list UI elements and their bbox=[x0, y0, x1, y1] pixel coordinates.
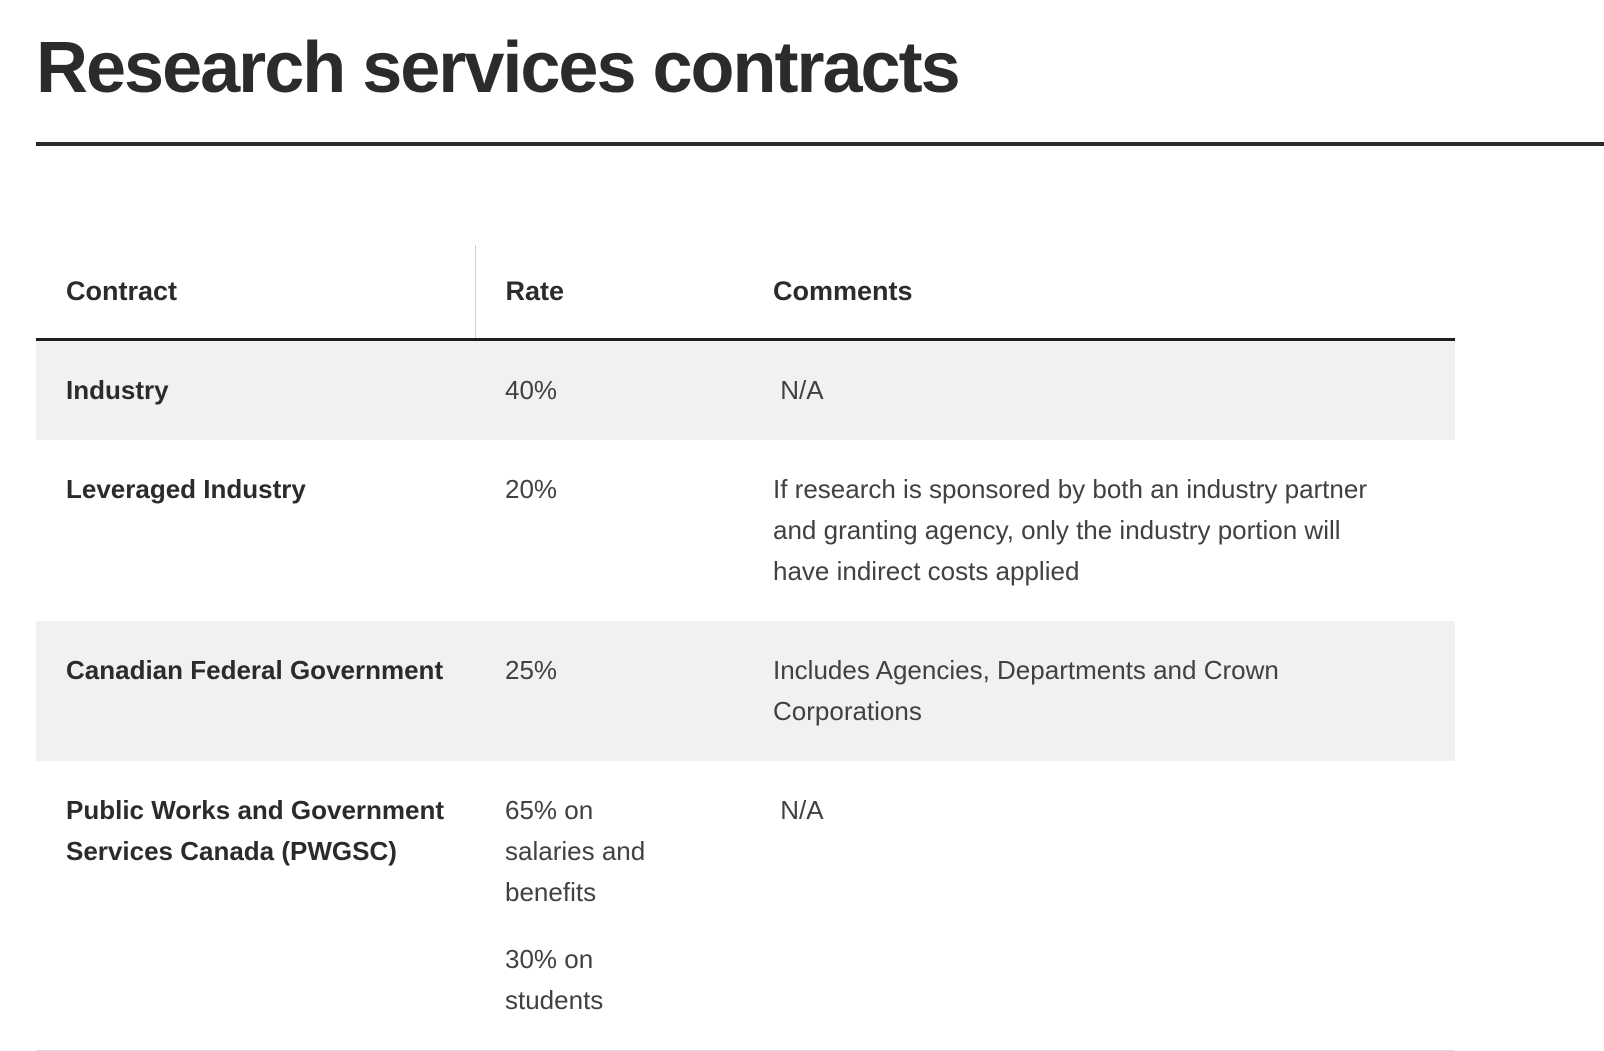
comments-cell bbox=[743, 621, 1455, 761]
contract-cell bbox=[36, 440, 475, 621]
comment-paragraph: Includes Agencies, Departments and Crown Corporations bbox=[773, 655, 1279, 726]
contract-name: Public Works and Government Services Canada (PWGSC) bbox=[66, 795, 445, 866]
rate-cell bbox=[475, 340, 743, 441]
contract-cell bbox=[36, 621, 475, 761]
contract-name: Leveraged Industry bbox=[66, 474, 306, 504]
column-header-rate: Rate bbox=[475, 245, 743, 340]
rate-cell bbox=[475, 761, 743, 1051]
rate-paragraph: 20% bbox=[505, 474, 558, 504]
rate-paragraph: 30% on students bbox=[505, 944, 604, 1015]
rate-paragraph: 25% bbox=[505, 655, 558, 685]
comment-paragraph: N/A bbox=[773, 795, 824, 825]
table-header-row bbox=[36, 245, 1455, 340]
title-rule bbox=[36, 142, 1604, 146]
table-row bbox=[36, 621, 1455, 761]
column-header-contract: Contract bbox=[36, 245, 475, 340]
contract-cell bbox=[36, 761, 475, 1051]
contract-cell bbox=[36, 340, 475, 441]
contracts-table bbox=[36, 245, 1455, 1051]
rate-paragraph: 65% on salaries and benefits bbox=[505, 795, 646, 907]
table-row bbox=[36, 440, 1455, 621]
comment-paragraph: If research is sponsored by both an industry partner and granting agency, only the industry portion will have indirect costs applied bbox=[773, 474, 1367, 586]
comment-paragraph: N/A bbox=[773, 375, 824, 405]
page bbox=[36, 28, 1604, 1051]
page-title: Research services contracts bbox=[36, 28, 959, 108]
comments-cell bbox=[743, 340, 1455, 441]
table-row bbox=[36, 340, 1455, 441]
comments-cell bbox=[743, 761, 1455, 1051]
column-header-comments: Comments bbox=[743, 245, 1455, 340]
contract-name: Canadian Federal Government bbox=[66, 655, 444, 685]
table-row bbox=[36, 761, 1455, 1051]
comments-cell bbox=[743, 440, 1455, 621]
rate-cell bbox=[475, 440, 743, 621]
contract-name: Industry bbox=[66, 375, 169, 405]
rate-cell bbox=[475, 621, 743, 761]
table-body bbox=[36, 340, 1455, 1051]
rate-paragraph: 40% bbox=[505, 375, 558, 405]
